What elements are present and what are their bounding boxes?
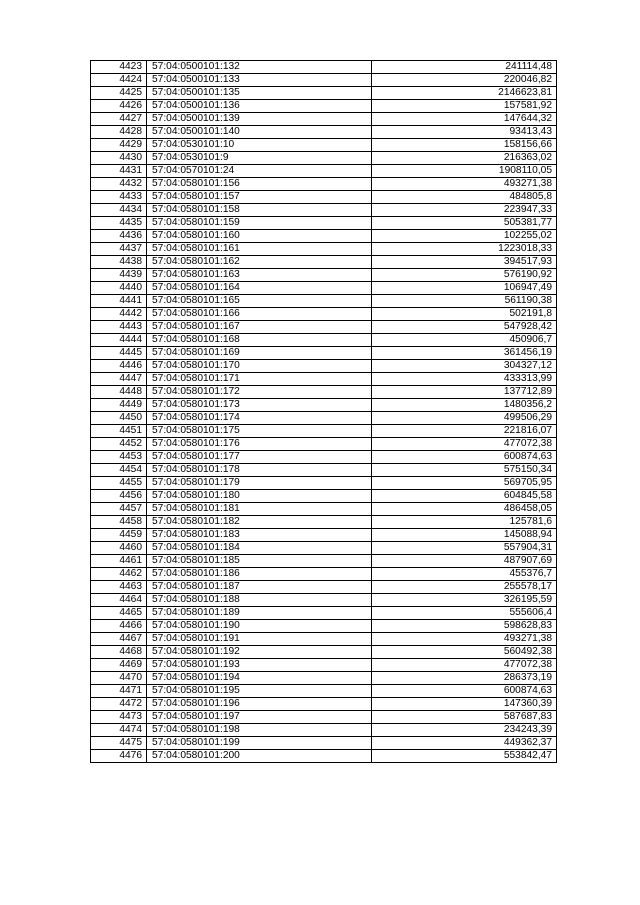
cadastral-number: 57:04:0580101:170 — [147, 360, 372, 373]
value-cell: 286373,19 — [372, 672, 557, 685]
value-cell: 553842,47 — [372, 750, 557, 763]
row-number: 4423 — [91, 61, 147, 74]
table-row — [91, 555, 557, 568]
row-number: 4431 — [91, 165, 147, 178]
row-number: 4467 — [91, 633, 147, 646]
cadastral-number: 57:04:0580101:184 — [147, 542, 372, 555]
cadastral-number: 57:04:0580101:185 — [147, 555, 372, 568]
table-row — [91, 139, 557, 152]
row-number: 4462 — [91, 568, 147, 581]
row-number: 4470 — [91, 672, 147, 685]
cadastral-number: 57:04:0580101:165 — [147, 295, 372, 308]
cadastral-number: 57:04:0580101:175 — [147, 425, 372, 438]
row-number: 4428 — [91, 126, 147, 139]
row-number: 4450 — [91, 412, 147, 425]
table-row — [91, 347, 557, 360]
table-row — [91, 737, 557, 750]
value-cell: 455376,7 — [372, 568, 557, 581]
value-cell: 604845,58 — [372, 490, 557, 503]
row-number: 4456 — [91, 490, 147, 503]
value-cell: 234243,39 — [372, 724, 557, 737]
value-cell: 1480356,2 — [372, 399, 557, 412]
cadastral-number: 57:04:0580101:173 — [147, 399, 372, 412]
value-cell: 394517,93 — [372, 256, 557, 269]
value-cell: 147360,39 — [372, 698, 557, 711]
table-row — [91, 594, 557, 607]
value-cell: 547928,42 — [372, 321, 557, 334]
row-number: 4443 — [91, 321, 147, 334]
table-row — [91, 243, 557, 256]
value-cell: 241114,48 — [372, 61, 557, 74]
cadastral-number: 57:04:0500101:132 — [147, 61, 372, 74]
cadastral-number: 57:04:0580101:196 — [147, 698, 372, 711]
value-cell: 493271,38 — [372, 178, 557, 191]
value-cell: 499506,29 — [372, 412, 557, 425]
table-row — [91, 503, 557, 516]
table-row — [91, 61, 557, 74]
value-cell: 569705,95 — [372, 477, 557, 490]
table-row — [91, 724, 557, 737]
table-row — [91, 529, 557, 542]
row-number: 4453 — [91, 451, 147, 464]
row-number: 4439 — [91, 269, 147, 282]
table-row — [91, 74, 557, 87]
table-row — [91, 542, 557, 555]
cadastral-number: 57:04:0580101:195 — [147, 685, 372, 698]
cadastral-number: 57:04:0580101:180 — [147, 490, 372, 503]
cadastral-number: 57:04:0580101:162 — [147, 256, 372, 269]
row-number: 4425 — [91, 87, 147, 100]
table-row — [91, 685, 557, 698]
value-cell: 484805,8 — [372, 191, 557, 204]
row-number: 4430 — [91, 152, 147, 165]
value-cell: 1908110,05 — [372, 165, 557, 178]
value-cell: 598628,83 — [372, 620, 557, 633]
cadastral-number: 57:04:0580101:190 — [147, 620, 372, 633]
value-cell: 600874,63 — [372, 685, 557, 698]
cadastral-number: 57:04:0580101:188 — [147, 594, 372, 607]
row-number: 4424 — [91, 74, 147, 87]
value-cell: 158156,66 — [372, 139, 557, 152]
table-row — [91, 399, 557, 412]
cadastral-number: 57:04:0580101:192 — [147, 646, 372, 659]
row-number: 4459 — [91, 529, 147, 542]
value-cell: 93413,43 — [372, 126, 557, 139]
table-row — [91, 191, 557, 204]
value-cell: 221816,07 — [372, 425, 557, 438]
value-cell: 450906,7 — [372, 334, 557, 347]
cadastral-number: 57:04:0500101:140 — [147, 126, 372, 139]
value-cell: 557904,31 — [372, 542, 557, 555]
table-row — [91, 698, 557, 711]
value-cell: 477072,38 — [372, 659, 557, 672]
cadastral-number: 57:04:0580101:166 — [147, 308, 372, 321]
table-row — [91, 581, 557, 594]
row-number: 4446 — [91, 360, 147, 373]
value-cell: 576190,92 — [372, 269, 557, 282]
table-row — [91, 451, 557, 464]
row-number: 4473 — [91, 711, 147, 724]
table-row — [91, 620, 557, 633]
value-cell: 486458,05 — [372, 503, 557, 516]
row-number: 4452 — [91, 438, 147, 451]
value-cell: 1223018,33 — [372, 243, 557, 256]
value-cell: 587687,83 — [372, 711, 557, 724]
cadastral-number: 57:04:0580101:178 — [147, 464, 372, 477]
table-row — [91, 100, 557, 113]
table-row — [91, 438, 557, 451]
cadastral-number: 57:04:0580101:177 — [147, 451, 372, 464]
table-row — [91, 269, 557, 282]
value-cell: 361456,19 — [372, 347, 557, 360]
table-row — [91, 490, 557, 503]
table-body — [91, 61, 557, 763]
table-row — [91, 321, 557, 334]
value-cell: 216363,02 — [372, 152, 557, 165]
value-cell: 106947,49 — [372, 282, 557, 295]
row-number: 4454 — [91, 464, 147, 477]
cadastral-number: 57:04:0500101:136 — [147, 100, 372, 113]
value-cell: 449362,37 — [372, 737, 557, 750]
row-number: 4436 — [91, 230, 147, 243]
value-cell: 145088,94 — [372, 529, 557, 542]
cadastral-number: 57:04:0580101:183 — [147, 529, 372, 542]
row-number: 4429 — [91, 139, 147, 152]
table-row — [91, 113, 557, 126]
row-number: 4432 — [91, 178, 147, 191]
cadastral-number: 57:04:0580101:171 — [147, 373, 372, 386]
row-number: 4464 — [91, 594, 147, 607]
row-number: 4468 — [91, 646, 147, 659]
row-number: 4469 — [91, 659, 147, 672]
table-row — [91, 282, 557, 295]
cadastral-number: 57:04:0580101:176 — [147, 438, 372, 451]
value-cell: 223947,33 — [372, 204, 557, 217]
table-row — [91, 165, 557, 178]
row-number: 4457 — [91, 503, 147, 516]
value-cell: 433313,99 — [372, 373, 557, 386]
value-cell: 487907,69 — [372, 555, 557, 568]
cadastral-number: 57:04:0580101:164 — [147, 282, 372, 295]
row-number: 4449 — [91, 399, 147, 412]
table-row — [91, 607, 557, 620]
cadastral-number: 57:04:0580101:156 — [147, 178, 372, 191]
table-row — [91, 360, 557, 373]
cadastral-number: 57:04:0580101:174 — [147, 412, 372, 425]
cadastral-number: 57:04:0580101:194 — [147, 672, 372, 685]
table-row — [91, 295, 557, 308]
value-cell: 600874,63 — [372, 451, 557, 464]
value-cell: 505381,77 — [372, 217, 557, 230]
value-cell: 102255,02 — [372, 230, 557, 243]
value-cell: 560492,38 — [372, 646, 557, 659]
table-row — [91, 412, 557, 425]
value-cell: 561190,38 — [372, 295, 557, 308]
value-cell: 2146623,81 — [372, 87, 557, 100]
table-row — [91, 204, 557, 217]
row-number: 4437 — [91, 243, 147, 256]
value-cell: 255578,17 — [372, 581, 557, 594]
cadastral-number: 57:04:0530101:10 — [147, 139, 372, 152]
value-cell: 147644,32 — [372, 113, 557, 126]
cadastral-number: 57:04:0580101:200 — [147, 750, 372, 763]
cadastral-number: 57:04:0580101:160 — [147, 230, 372, 243]
cadastral-number: 57:04:0570101:24 — [147, 165, 372, 178]
row-number: 4455 — [91, 477, 147, 490]
row-number: 4476 — [91, 750, 147, 763]
row-number: 4474 — [91, 724, 147, 737]
row-number: 4426 — [91, 100, 147, 113]
table-row — [91, 425, 557, 438]
table-row — [91, 646, 557, 659]
cadastral-number: 57:04:0530101:9 — [147, 152, 372, 165]
row-number: 4442 — [91, 308, 147, 321]
cadastral-number: 57:04:0580101:163 — [147, 269, 372, 282]
row-number: 4435 — [91, 217, 147, 230]
table-row — [91, 464, 557, 477]
cadastral-number: 57:04:0580101:191 — [147, 633, 372, 646]
row-number: 4445 — [91, 347, 147, 360]
table-row — [91, 256, 557, 269]
cadastral-number: 57:04:0580101:198 — [147, 724, 372, 737]
cadastral-number: 57:04:0500101:139 — [147, 113, 372, 126]
table-row — [91, 308, 557, 321]
row-number: 4458 — [91, 516, 147, 529]
table-row — [91, 750, 557, 763]
cadastral-number: 57:04:0580101:161 — [147, 243, 372, 256]
cadastral-number: 57:04:0580101:197 — [147, 711, 372, 724]
value-cell: 137712,89 — [372, 386, 557, 399]
table-row — [91, 217, 557, 230]
value-cell: 125781,6 — [372, 516, 557, 529]
table-row — [91, 568, 557, 581]
cadastral-number: 57:04:0580101:172 — [147, 386, 372, 399]
data-table — [90, 60, 557, 763]
cadastral-number: 57:04:0580101:158 — [147, 204, 372, 217]
table-row — [91, 178, 557, 191]
cadastral-number: 57:04:0580101:167 — [147, 321, 372, 334]
table-row — [91, 386, 557, 399]
cadastral-number: 57:04:0580101:189 — [147, 607, 372, 620]
row-number: 4463 — [91, 581, 147, 594]
table-row — [91, 516, 557, 529]
table-row — [91, 126, 557, 139]
value-cell: 477072,38 — [372, 438, 557, 451]
table-row — [91, 373, 557, 386]
row-number: 4447 — [91, 373, 147, 386]
row-number: 4427 — [91, 113, 147, 126]
cadastral-number: 57:04:0580101:187 — [147, 581, 372, 594]
value-cell: 326195,59 — [372, 594, 557, 607]
table-row — [91, 659, 557, 672]
table-row — [91, 672, 557, 685]
row-number: 4461 — [91, 555, 147, 568]
row-number: 4472 — [91, 698, 147, 711]
cadastral-number: 57:04:0580101:179 — [147, 477, 372, 490]
row-number: 4451 — [91, 425, 147, 438]
cadastral-number: 57:04:0580101:159 — [147, 217, 372, 230]
row-number: 4475 — [91, 737, 147, 750]
row-number: 4441 — [91, 295, 147, 308]
row-number: 4466 — [91, 620, 147, 633]
value-cell: 304327,12 — [372, 360, 557, 373]
row-number: 4448 — [91, 386, 147, 399]
row-number: 4465 — [91, 607, 147, 620]
table-row — [91, 334, 557, 347]
cadastral-number: 57:04:0580101:168 — [147, 334, 372, 347]
value-cell: 575150,34 — [372, 464, 557, 477]
table-row — [91, 477, 557, 490]
value-cell: 220046,82 — [372, 74, 557, 87]
cadastral-number: 57:04:0580101:169 — [147, 347, 372, 360]
table-row — [91, 711, 557, 724]
table-row — [91, 230, 557, 243]
table-row — [91, 152, 557, 165]
row-number: 4444 — [91, 334, 147, 347]
cadastral-number: 57:04:0580101:181 — [147, 503, 372, 516]
row-number: 4438 — [91, 256, 147, 269]
cadastral-number: 57:04:0580101:186 — [147, 568, 372, 581]
value-cell: 157581,92 — [372, 100, 557, 113]
cadastral-number: 57:04:0580101:193 — [147, 659, 372, 672]
cadastral-number: 57:04:0580101:157 — [147, 191, 372, 204]
row-number: 4460 — [91, 542, 147, 555]
row-number: 4433 — [91, 191, 147, 204]
value-cell: 493271,38 — [372, 633, 557, 646]
cadastral-number: 57:04:0500101:135 — [147, 87, 372, 100]
cadastral-number: 57:04:0580101:182 — [147, 516, 372, 529]
row-number: 4471 — [91, 685, 147, 698]
table-row — [91, 633, 557, 646]
cadastral-number: 57:04:0500101:133 — [147, 74, 372, 87]
row-number: 4434 — [91, 204, 147, 217]
cadastral-number: 57:04:0580101:199 — [147, 737, 372, 750]
table-row — [91, 87, 557, 100]
row-number: 4440 — [91, 282, 147, 295]
value-cell: 555606,4 — [372, 607, 557, 620]
value-cell: 502191,8 — [372, 308, 557, 321]
